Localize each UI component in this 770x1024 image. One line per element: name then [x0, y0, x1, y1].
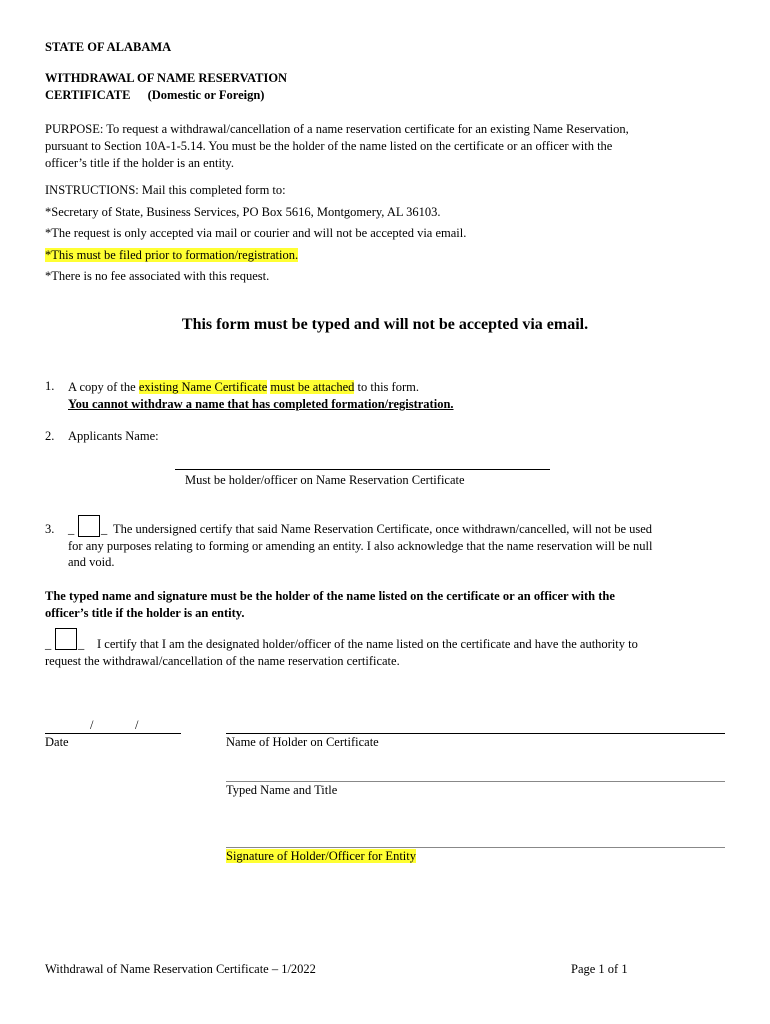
instructions-block — [45, 180, 466, 288]
purpose-line: pursuant to Section 10A-1-5.14. You must be the holder of the name listed on the certificate or an officer with the — [45, 139, 613, 153]
signature-label-text: Signature of Holder/Officer for Entity — [226, 849, 416, 863]
state-title: STATE OF ALABAMA — [45, 40, 172, 54]
signature-field[interactable] — [226, 847, 725, 848]
section1-text — [68, 379, 454, 413]
section3-line1: The undersigned certify that said Name Reservation Certificate, once withdrawn/cancelled, will not be used — [113, 522, 653, 536]
applicant-name-field[interactable] — [175, 469, 550, 470]
form-title-line2 — [45, 88, 264, 103]
instructions-intro: INSTRUCTIONS: Mail this completed form to: — [45, 183, 286, 197]
applicant-name-caption: Must be holder/officer on Name Reservation Certificate — [185, 473, 465, 487]
section3-continued — [68, 538, 652, 570]
section3-checkbox[interactable] — [78, 515, 100, 537]
holder-name-label: Name of Holder on Certificate — [226, 735, 379, 749]
certify-checkbox[interactable] — [55, 628, 77, 650]
footer-page-number: Page 1 of 1 — [571, 962, 628, 976]
section3-number: 3. — [45, 522, 55, 536]
section3-line: for any purposes relating to forming or amending an entity. I also acknowledge that the name reservation will be null — [68, 539, 653, 553]
applicant-name-label: Applicants Name: — [68, 429, 159, 443]
form-title-type: (Domestic or Foreign) — [147, 88, 265, 102]
section2-number: 2. — [45, 429, 55, 443]
typed-name-label: Typed Name and Title — [226, 783, 338, 797]
holder-notice-line: officer’s title if the holder is an entity. — [45, 605, 245, 620]
certify-underscore-left: _ — [45, 637, 52, 651]
form-title-line1: WITHDRAWAL OF NAME RESERVATION — [45, 71, 288, 85]
instructions-item: *There is no fee associated with this request. — [45, 269, 270, 283]
purpose-line: officer’s title if the holder is an entity. — [45, 156, 234, 170]
date-slash: / — [90, 718, 94, 732]
holder-notice — [45, 588, 615, 621]
date-slash: / — [135, 718, 139, 732]
section1-text-c: to this form. — [354, 380, 419, 394]
section3-underscore-right: _ — [101, 522, 108, 536]
signature-label — [226, 849, 416, 864]
certify-line1: I certify that I am the designated holder/officer of the name listed on the certificate and have the authority to — [97, 637, 638, 651]
instructions-item-highlighted: *This must be filed prior to formation/registration. — [45, 247, 299, 262]
section1-text-a: A copy of the — [68, 380, 139, 394]
date-label: Date — [45, 735, 69, 749]
purpose-line: PURPOSE: To request a withdrawal/cancellation of a name reservation certificate for an existing Name Reservation, — [45, 122, 629, 136]
certify-underscore-right: _ — [78, 637, 85, 651]
date-field[interactable] — [45, 733, 181, 734]
section1-warning: You cannot withdraw a name that has completed formation/registration. — [68, 397, 454, 411]
holder-notice-line: The typed name and signature must be the holder of the name listed on the certificate or an officer with the — [45, 589, 615, 603]
instructions-item: *The request is only accepted via mail or courier and will not be accepted via email. — [45, 226, 467, 240]
certify-line2: request the withdrawal/cancellation of the name reservation certificate. — [45, 654, 400, 668]
purpose-paragraph — [45, 121, 629, 172]
instructions-item: *Secretary of State, Business Services, PO Box 5616, Montgomery, AL 36103. — [45, 204, 441, 219]
section3-line: and void. — [68, 555, 115, 569]
section1-highlight-attached: must be attached — [270, 380, 355, 394]
footer-form-id: Withdrawal of Name Reservation Certificate – 1/2022 — [45, 962, 316, 976]
typed-name-field[interactable] — [226, 781, 725, 782]
section1-number: 1. — [45, 379, 55, 393]
typed-notice: This form must be typed and will not be accepted via email. — [181, 316, 589, 333]
section3-underscore-left: _ — [68, 522, 75, 536]
form-title-certificate: CERTIFICATE — [45, 88, 131, 102]
section1-highlight-certificate: existing Name Certificate — [138, 380, 268, 394]
holder-name-field[interactable] — [226, 733, 725, 734]
